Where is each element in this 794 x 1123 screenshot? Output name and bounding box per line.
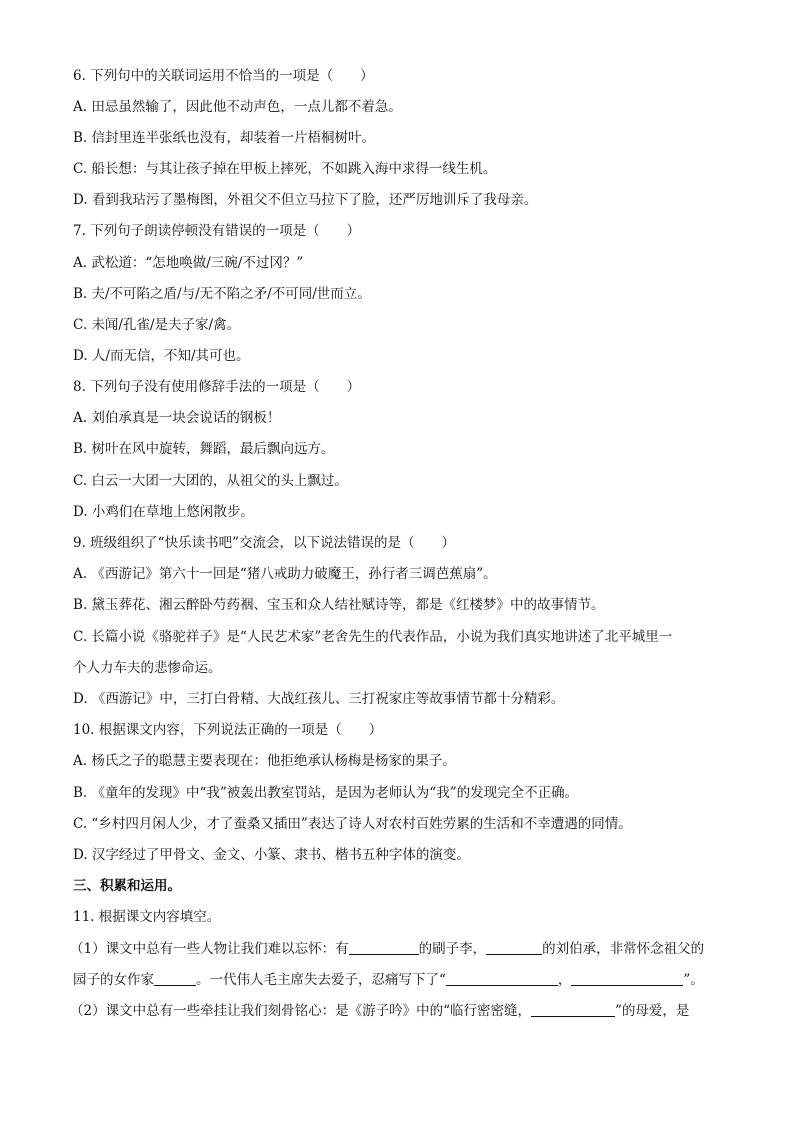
question-10-option-d: D. 汉字经过了甲骨文、金文、小篆、隶书、楷书五种字体的演变。 bbox=[73, 847, 470, 863]
fill-in-blank[interactable] bbox=[349, 940, 419, 955]
question-10-stem: 10. 根据课文内容，下列说法正确的一项是（ ） bbox=[73, 722, 383, 738]
q11-text: ”。 bbox=[683, 972, 704, 988]
question-8-option-c: C. 白云一大团一大团的，从祖父的头上飘过。 bbox=[73, 473, 348, 489]
question-9-option-c: C. 长篇小说《骆驼祥子》是“人民艺术家”老舍先生的代表作品，小说为我们真实地讲述了北平城里一 bbox=[73, 629, 673, 645]
question-9-stem: 9. 班级组织了“快乐读书吧”交流会，以下说法错误的是（ ） bbox=[73, 535, 455, 551]
question-8-stem: 8. 下列句子没有使用修辞手法的一项是（ ） bbox=[73, 379, 361, 395]
question-8-option-b: B. 树叶在风中旋转，舞蹈，最后飘向远方。 bbox=[73, 441, 335, 457]
question-7-option-c: C. 未闻/孔雀/是夫子家/禽。 bbox=[73, 317, 241, 333]
q11-text: ， bbox=[557, 972, 572, 988]
q11-text: 园子的女作家 bbox=[73, 972, 154, 988]
q11-text: （1）课文中总有一些人物让我们难以忘怀：有 bbox=[70, 941, 349, 957]
fill-in-blank[interactable] bbox=[571, 971, 683, 986]
question-11-part-1-line-2 bbox=[73, 971, 704, 989]
question-10-option-a: A. 杨氏之子的聪慧主要表现在：他拒绝承认杨梅是杨家的果子。 bbox=[73, 753, 456, 769]
question-11-part-1-line-1 bbox=[70, 940, 704, 958]
question-7-option-d: D. 人/而无信，不知/其可也。 bbox=[73, 348, 250, 364]
question-9-option-b: B. 黛玉葬花、湘云醉卧芍药裀、宝玉和众人结社赋诗等，都是《红楼梦》中的故事情节。 bbox=[73, 597, 605, 613]
q11-text: 。一代伟人毛主席失去爱子，忍痛写下了“ bbox=[196, 972, 446, 988]
question-6-option-d: D. 看到我玷污了墨梅图，外祖父不但立马拉下了脸，还严厉地训斥了我母亲。 bbox=[73, 192, 538, 208]
q11-text: （2）课文中总有一些牵挂让我们刻骨铭心：是《游子吟》中的“临行密密缝， bbox=[70, 1003, 531, 1019]
fill-in-blank[interactable] bbox=[446, 971, 558, 986]
question-10-option-c: C. “乡村四月闲人少，才了蚕桑又插田”表达了诗人对农村百姓劳累的生活和不幸遭遇的同情。 bbox=[73, 816, 632, 832]
question-8-option-d: D. 小鸡们在草地上悠闲散步。 bbox=[73, 504, 254, 520]
question-7-option-b: B. 夫/不可陷之盾/与/无不陷之矛/不可同/世而立。 bbox=[73, 286, 371, 302]
question-6-option-c: C. 船长想：与其让孩子掉在甲板上摔死，不如跳入海中求得一线生机。 bbox=[73, 161, 497, 177]
q11-text: 的刷子李， bbox=[418, 941, 487, 957]
question-7-stem: 7. 下列句子朗读停顿没有错误的一项是（ ） bbox=[73, 223, 361, 239]
question-9-option-c-continued: 个人力车夫的悲惨命运。 bbox=[73, 660, 222, 676]
question-6-option-a: A. 田忌虽然输了，因此他不动声色，一点儿都不着急。 bbox=[73, 99, 402, 115]
question-11-part-2-line-1 bbox=[70, 1002, 689, 1020]
question-8-option-a: A. 刘伯承真是一块会说话的钢板！ bbox=[73, 410, 281, 426]
question-10-option-b: B. 《童年的发现》中“我”被轰出教室罚站，是因为老师认为“我”的发现完全不正确。 bbox=[73, 785, 579, 801]
section-3-heading: 三、积累和运用。 bbox=[73, 878, 181, 894]
question-9-option-d: D. 《西游记》中，三打白骨精、大战红孩儿、三打祝家庄等故事情节都十分精彩。 bbox=[73, 691, 565, 707]
question-6-stem: 6. 下列句中的关联词运用不恰当的一项是（ ） bbox=[73, 68, 374, 84]
question-6-option-b: B. 信封里连半张纸也没有，却装着一片梧桐树叶。 bbox=[73, 130, 376, 146]
question-7-option-a: A. 武松道：“怎地唤做/三碗/不过冈？” bbox=[73, 255, 304, 271]
question-9-option-a: A. 《西游记》第六十一回是“猪八戒助力破魔王，孙行者三调芭蕉扇”。 bbox=[73, 566, 497, 582]
question-11-stem: 11. 根据课文内容填空。 bbox=[73, 909, 221, 925]
fill-in-blank[interactable] bbox=[154, 971, 196, 986]
q11-text: ”的母爱，是 bbox=[615, 1003, 690, 1019]
fill-in-blank[interactable] bbox=[486, 940, 542, 955]
q11-text: 的刘伯承，非常怀念祖父的 bbox=[542, 941, 705, 957]
fill-in-blank[interactable] bbox=[531, 1002, 615, 1017]
